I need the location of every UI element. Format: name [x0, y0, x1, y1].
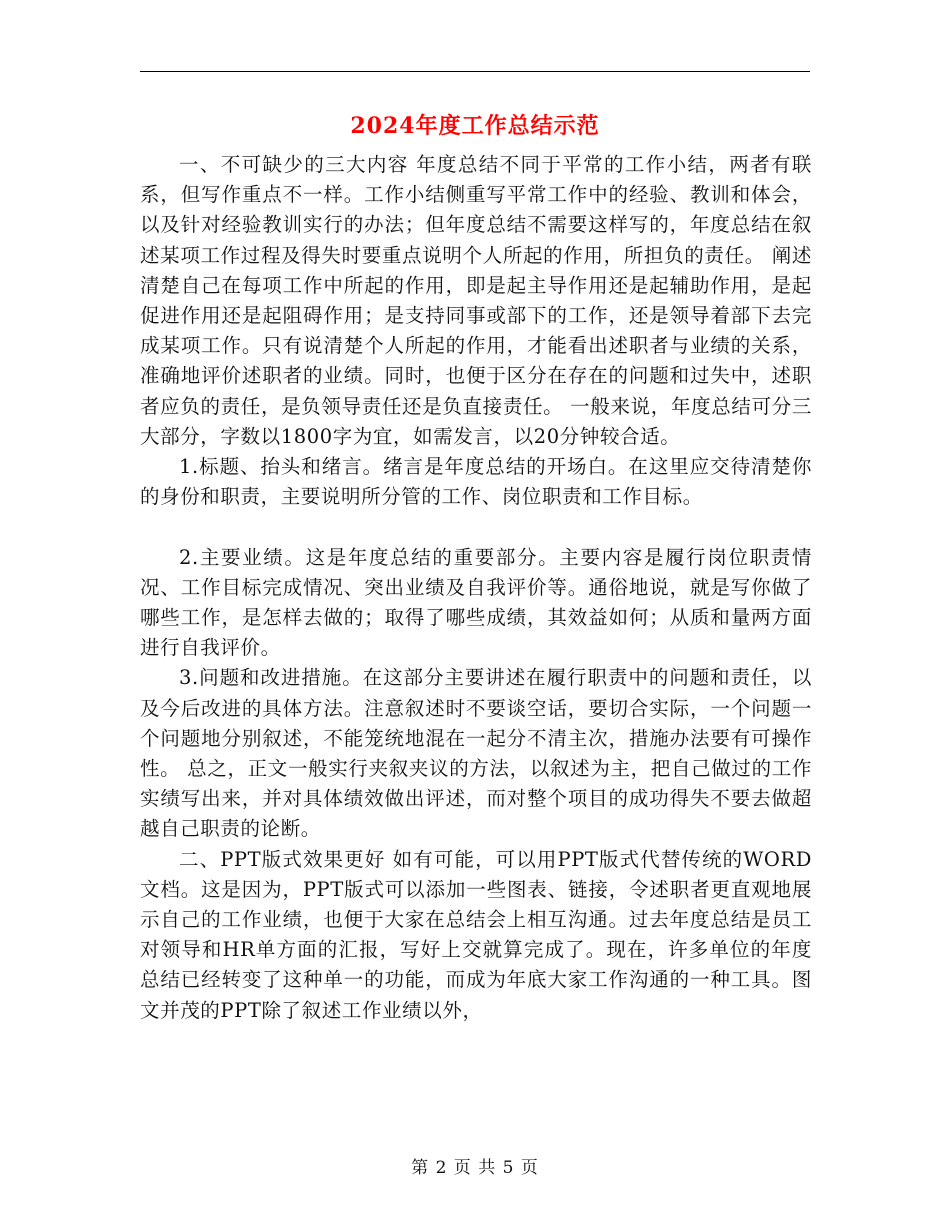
- paragraph-section-1: 1.标题、抬头和绪言。绪言是年度总结的开场白。在这里应交待清楚你的身份和职责，主要说明所分管的工作、岗位职责和工作目标。: [140, 455, 812, 509]
- paragraph-section-3: 3.问题和改进措施。在这部分主要讲述在履行职责中的问题和责任，以及今后改进的具体方法。注意叙述时不要谈空话，要切合实际，一个问题一个问题地分别叙述，不能笼统地混在一起分不清主次，措施办法要有可操作性。 总之，正文一般实行夹叙夹议的方法，以叙述为主，把自己做过的工作实绩写出来，并对具体绩效做出评述，而对整个项目的成功得失不要去做超越自己职责的论断。: [140, 666, 812, 841]
- paragraph-ppt: 二、PPT版式效果更好 如有可能，可以用PPT版式代替传统的WORD文档。这是因为，PPT版式可以添加一些图表、链接，令述职者更直观地展示自己的工作业绩，也便于大家在总结会上相互沟通。过去年度总结是员工对领导和HR单方面的汇报，写好上交就算完成了。现在，许多单位的年度总结已经转变了这种单一的功能，而成为年底大家工作沟通的一种工具。图文并茂的PPT除了叙述工作业绩以外，: [140, 847, 812, 1022]
- page-title: 2024年度工作总结示范: [350, 113, 600, 139]
- paragraph-section-2: 2.主要业绩。这是年度总结的重要部分。主要内容是履行岗位职责情况、工作目标完成情况、突出业绩及自我评价等。通俗地说，就是写你做了哪些工作，是怎样去做的；取得了哪些成绩，其效益如何；从质和量两方面进行自我评价。: [140, 545, 812, 660]
- page-footer: 第 2 页 共 5 页: [411, 1158, 539, 1178]
- paragraph-intro: 一、不可缺少的三大内容 年度总结不同于平常的工作小结，两者有联系，但写作重点不一样。工作小结侧重写平常工作中的经验、教训和体会，以及针对经验教训实行的办法；但年度总结不需要这样写的，年度总结在叙述某项工作过程及得失时要重点说明个人所起的作用，所担负的责任。 阐述清楚自己在每项工作中所起的作用，即是起主导作用还是起辅助作用，是起促进作用还是起阻碍作用；是支持同事或部下的工作，还是领导着部下去完成某项工作。只有说清楚个人所起的作用，才能看出述职者与业绩的关系，准确地评价述职者的业绩。同时，也便于区分在存在的问题和过失中，述职者应负的责任，是负领导责任还是负直接责任。 一般来说，年度总结可分三大部分，字数以1800字为宜，如需发言，以20分钟较合适。: [140, 153, 812, 448]
- document-body: [140, 150, 812, 1026]
- blank-line: [140, 512, 812, 542]
- header-rule: [140, 71, 810, 72]
